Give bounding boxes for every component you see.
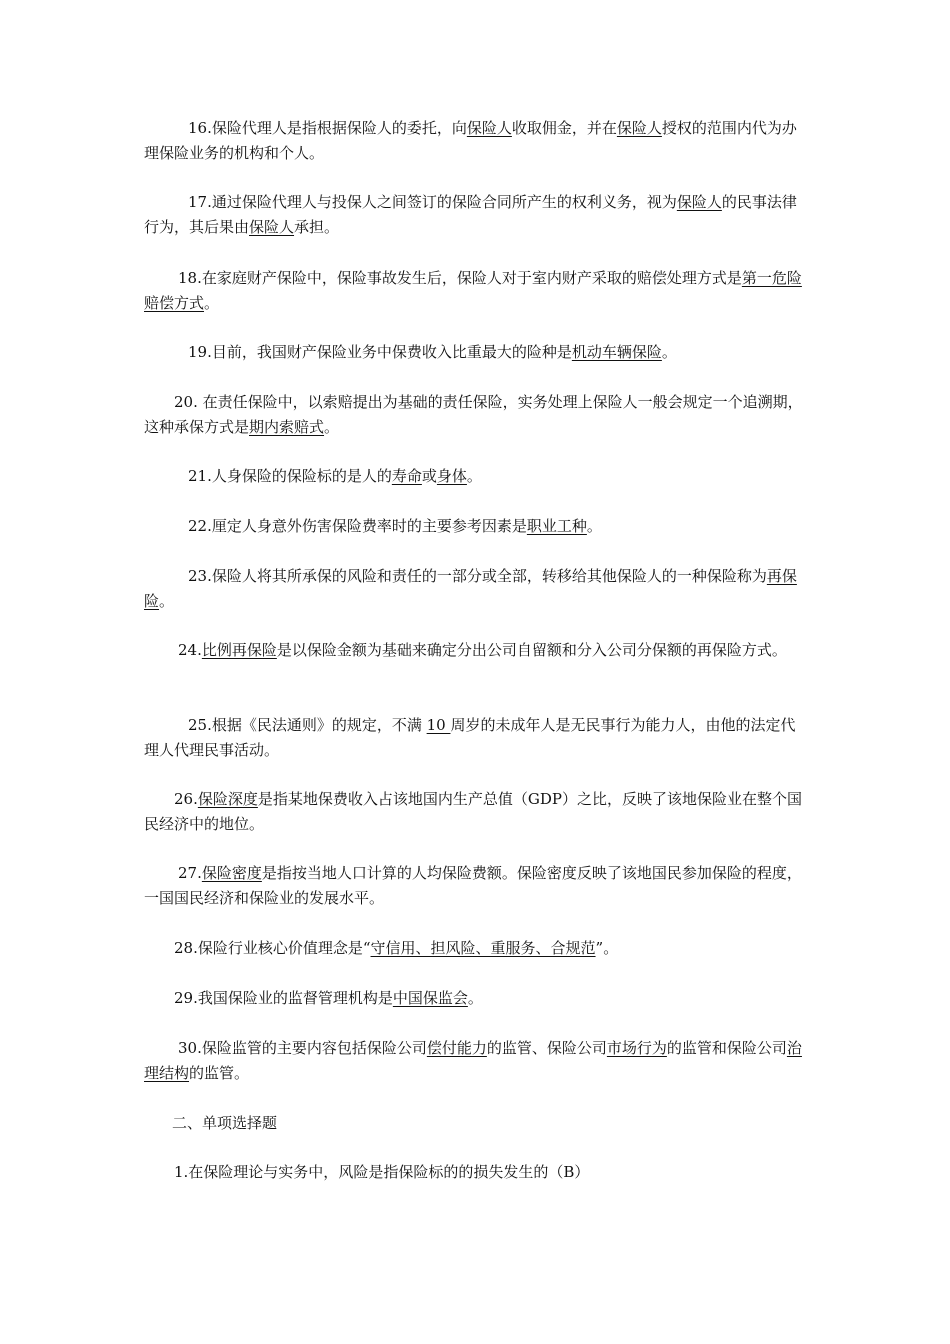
item-text: ”。 xyxy=(595,939,619,957)
answer-blank: 保险人 xyxy=(466,119,512,137)
answer-blank: 期内索赔式 xyxy=(249,418,325,436)
answer-blank: 保险人 xyxy=(676,193,722,211)
answer-blank: 第一危险赔偿方式 xyxy=(144,269,802,312)
answer-item xyxy=(144,116,808,166)
answer-item xyxy=(144,266,808,316)
item-text: 25.根据《民法通则》的规定，不满 xyxy=(188,716,427,734)
answer-item xyxy=(144,514,808,539)
answer-blank: 偿付能力 xyxy=(426,1039,487,1057)
item-text: 收取佣金，并在 xyxy=(511,119,617,137)
item-text: 。 xyxy=(661,343,677,361)
item-text: 的监管。 xyxy=(189,1064,250,1082)
answer-blank: 身体 xyxy=(436,467,467,485)
item-text: 20. 在责任保险中，以索赔提出为基础的责任保险，实务处理上保险人一般会规定一个追溯期，这种承保方式是 xyxy=(144,393,803,436)
answer-blank: 市场行为 xyxy=(606,1039,667,1057)
item-text: 17.通过保险代理人与投保人之间签订的保险合同所产生的权利义务，视为 xyxy=(188,193,677,211)
answer-blank: 比例再保险 xyxy=(201,641,277,659)
item-text: 。 xyxy=(324,418,340,436)
answer-blank: 保险密度 xyxy=(201,864,262,882)
item-text: 16.保险代理人是指根据保险人的委托，向 xyxy=(188,119,467,137)
item-text: 的监管和保险公司 xyxy=(666,1039,787,1057)
answer-item xyxy=(144,638,808,663)
answer-blank: 保险人 xyxy=(616,119,662,137)
item-text: 30.保险监管的主要内容包括保险公司 xyxy=(178,1039,427,1057)
answer-item xyxy=(144,564,808,614)
answer-blank: 10 xyxy=(426,716,451,734)
answer-item xyxy=(144,340,808,365)
answer-blank: 机动车辆保险 xyxy=(571,343,662,361)
item-text: 26. xyxy=(174,790,198,808)
answer-item xyxy=(144,986,808,1011)
item-text: 21.人身保险的保险标的是人的 xyxy=(188,467,392,485)
item-text: 是指某地保费收入占该地国内生产总值（GDP）之比，反映了该地保险业在整个国民经济中的地位。 xyxy=(144,790,802,833)
item-text: 22.厘定人身意外伤害保险费率时的主要参考因素是 xyxy=(188,517,527,535)
item-text: 的监管、保险公司 xyxy=(486,1039,607,1057)
answer-item xyxy=(144,936,808,961)
answer-blank: 寿命 xyxy=(391,467,422,485)
item-text: 。 xyxy=(466,467,482,485)
section-heading: 二、单项选择题 xyxy=(172,1114,278,1132)
item-text: 周岁的未成年人是无民事行为能力人，由他的法定代理人代理民事活动。 xyxy=(144,716,796,759)
item-text: 是以保险金额为基础来确定分出公司自留额和分入公司分保额的再保险方式。 xyxy=(276,641,787,659)
item-text: 19.目前，我国财产保险业务中保费收入比重最大的险种是 xyxy=(188,343,572,361)
answer-item xyxy=(144,390,808,440)
answer-item xyxy=(144,861,808,911)
answer-blank: 保险人 xyxy=(249,218,295,236)
item-text: 29.我国保险业的监督管理机构是 xyxy=(174,989,393,1007)
answer-item xyxy=(144,787,808,837)
item-text: 。 xyxy=(467,989,483,1007)
item-text: 的民事法律行为，其后果由 xyxy=(144,193,797,236)
item-text: 27. xyxy=(178,864,202,882)
item-text: 是指按当地人口计算的人均保险费额。保险密度反映了该地国民参加保险的程度，一国国民经济和保险业的发展水平。 xyxy=(144,864,802,907)
answer-blank: 中国保监会 xyxy=(392,989,468,1007)
answer-blank: 再保险 xyxy=(144,567,797,610)
answer-item xyxy=(144,713,808,763)
answer-blank: 保险深度 xyxy=(197,790,258,808)
item-text: 。 xyxy=(586,517,602,535)
answer-blank: 治理结构 xyxy=(144,1039,802,1082)
item-text: 。 xyxy=(204,294,220,312)
answer-item xyxy=(144,190,808,240)
question-1: 1.在保险理论与实务中，风险是指保险标的的损失发生的（B） xyxy=(174,1163,590,1181)
answer-blank: 职业工种 xyxy=(526,517,587,535)
item-text: 。 xyxy=(159,592,175,610)
item-text: 18.在家庭财产保险中，保险事故发生后，保险人对于室内财产采取的赔偿处理方式是 xyxy=(178,269,742,287)
item-text: 28.保险行业核心价值理念是“ xyxy=(174,939,371,957)
item-text: 23.保险人将其所承保的风险和责任的一部分或全部，转移给其他保险人的一种保险称为 xyxy=(188,567,767,585)
item-text: 或 xyxy=(421,467,437,485)
item-text: 承担。 xyxy=(294,218,340,236)
answer-blank: 守信用、担风险、重服务、合规范 xyxy=(370,939,596,957)
item-text: 授权的范围内代为办理保险业务的机构和个人。 xyxy=(144,119,797,162)
answer-item xyxy=(144,464,808,489)
answer-item xyxy=(144,1036,808,1086)
item-text: 24. xyxy=(178,641,202,659)
